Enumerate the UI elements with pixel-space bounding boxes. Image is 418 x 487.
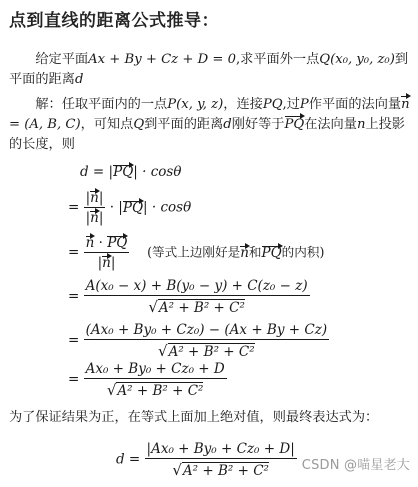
proj-tail-text: 上投影的长度，则 [9,117,405,152]
final-equation [116,441,297,479]
eq2-cos: · cosθ [147,199,192,216]
connect-text: ，连接 [223,97,263,112]
eq5-denominator: A² + B² + C² [168,344,255,360]
equation-4: = $\frac{\text{A(x₀ − x) + B(y₀ − y) + C(z₀ − z)}}{\text{√A² + B² + C²}}$ [68,278,308,316]
eq1-pq-vector: PQ [113,164,134,180]
eq3-note-and: 和 [248,244,262,260]
point-p-ref: P [299,97,309,112]
eq2-n-den: n [90,210,99,226]
final-denominator: A² + B² + C² [182,463,269,479]
vector-pq: PQ [285,115,305,135]
eq3-fraction: $\frac{n \cdot PQ}{|n|}$ [85,235,128,271]
point-q-ref: Q [133,117,145,132]
over-text: ,过 [282,97,300,112]
problem-tail: 到平面的距离 [9,52,409,87]
eq4-numerator: A(x₀ − x) + B(y₀ − y) + C(z₀ − z) [85,278,308,294]
eq6-fraction: $\frac{\text{Ax₀ + By₀ + Cz₀ + D}}{\text{√A² + B² + C²}}$ [85,361,225,399]
eq5-numerator: (Ax₀ + By₀ + Cz₀) − (Ax + By + Cz) [85,322,328,338]
problem-statement [9,50,411,90]
know-text: ，可知点 [80,117,134,132]
equation-5: = $\frac{\text{(Ax₀ + By₀ + Cz₀) − (Ax + By + Cz)}}{\text{√A² + B² + C²}}$ [68,322,328,360]
eq5-fraction: $\frac{\text{(Ax₀ + By₀ + Cz₀) − (Ax + By + Cz)}}{\text{√A² + B² + C²}}$ [85,322,328,360]
problem-lead: 给定平面 [35,52,89,67]
normal-vector-n: n [401,95,410,115]
eq3-pq-num: PQ [107,235,128,251]
final-lhs: d = [116,451,145,468]
dist-text: 到平面的距离 [144,117,224,132]
normal-text: 作平面的法向量 [308,97,402,112]
eq3-note-tail: 的内积) [281,244,325,260]
final-fraction: $\frac{\text{|Ax₀ + By₀ + Cz₀ + D|}}{\text{√A² + B² + C²}}$ [146,441,295,479]
conclusion-text: 为了保证结果为正，在等式上面加上绝对值，则最终表达式为： [9,410,379,425]
equation-3: = $\frac{n \cdot PQ}{|n|}$ (等式上边刚好是n和PQ的内积) [68,235,325,271]
eq6-denominator: A² + B² + C² [117,383,204,399]
segment-pq: PQ [262,97,283,112]
solution-label: 解：任取平面内的一点 [35,97,168,112]
eq1-cos: · cosθ [137,164,182,180]
exact-text: 刚好等于 [231,117,285,132]
final-numerator: |Ax₀ + By₀ + Cz₀ + D| [146,441,295,457]
equation-2: = $\frac{|n|}{|n|}$ · |PQ| · cosθ [68,190,192,226]
eq3-n-den: n [102,255,111,271]
eq2-fraction: $\frac{|n|}{|n|}$ [85,190,104,226]
plane-equation: Ax + By + Cz + D = 0 [88,52,236,67]
equation-1: d = |PQ| · cosθ [80,164,182,180]
eq3-note-n: n [240,244,249,261]
eq1-lhs: d = [80,164,109,180]
normal-vector-eq: = (A, B, C) [9,117,81,132]
csdn-watermark: CSDN @喵星老大 [301,458,410,473]
eq3-n-num: n [85,235,95,251]
page-title: 点到直线的距离公式推导： [9,11,219,31]
normal-n-ref: n [356,117,366,132]
point-p: P(x, y, z) [167,97,224,112]
eq6-numerator: Ax₀ + By₀ + Cz₀ + D [85,361,225,377]
equation-6: = $\frac{\text{Ax₀ + By₀ + Cz₀ + D}}{\text{√A² + B² + C²}}$ [68,361,225,399]
problem-mid: ,求平面外一点 [235,52,320,67]
proj-text: 在法向量 [304,117,357,132]
solution-text [9,95,411,155]
distance-d-ref: d [223,117,232,132]
eq3-note-pq: PQ [261,244,282,261]
eq4-fraction: $\frac{\text{A(x₀ − x) + B(y₀ − y) + C(z₀ − z)}}{\text{√A² + B² + C²}}$ [85,278,308,316]
eq3-note: (等式上边刚好是 [147,244,241,260]
eq2-pq-vector: PQ [122,199,144,216]
point-q: Q(x₀, y₀, z₀) [319,52,395,67]
eq2-n-num: n [90,190,99,206]
eq4-denominator: A² + B² + C² [158,300,245,316]
distance-d: d [74,72,84,87]
